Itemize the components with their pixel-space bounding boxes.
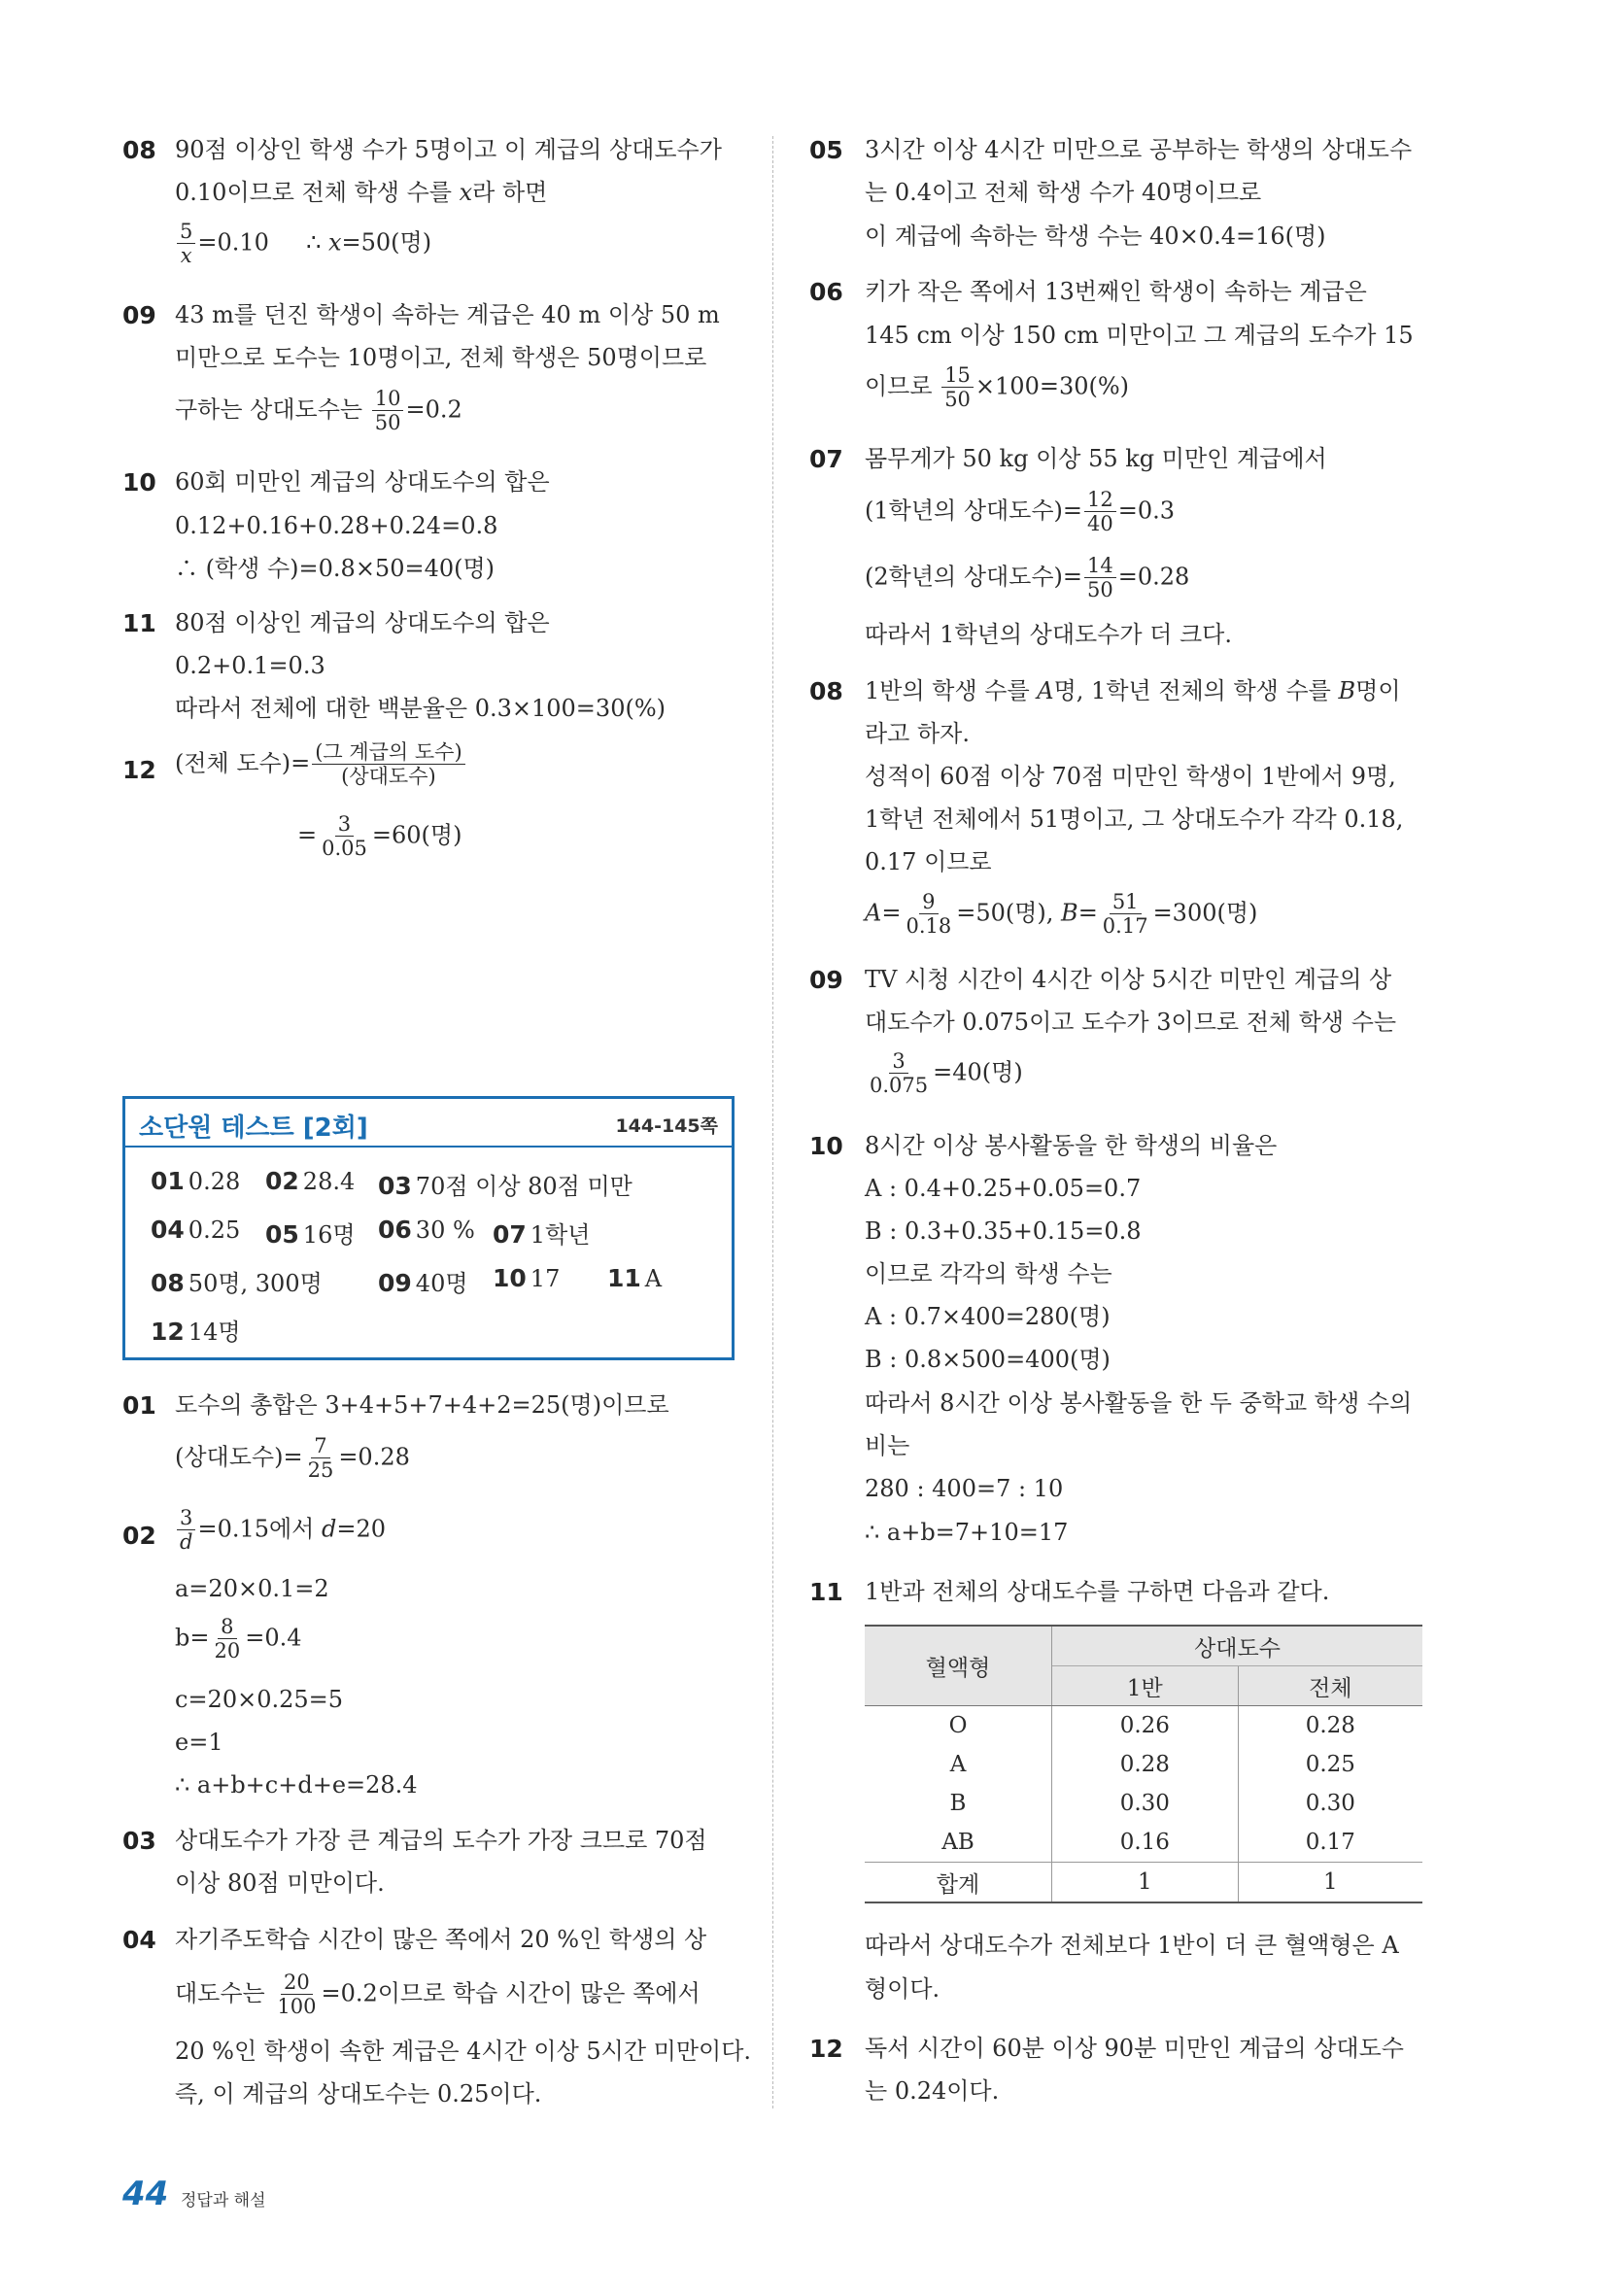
formula-line: (1학년의 상대도수)= $\frac{12}{40}$ =0.3: [865, 488, 1176, 535]
cell-total: 0.30: [1305, 1791, 1355, 1816]
text-line: B : 0.3+0.35+0.15=0.8: [865, 1217, 1142, 1245]
text-line: 비는: [865, 1432, 910, 1459]
text-line: 0.10이므로 전체 학생 수를 x라 하면: [175, 179, 548, 206]
text-line: 형이다.: [865, 1975, 940, 2003]
formula-line: $\frac{3}{0.075}$ =40(명): [865, 1051, 1023, 1096]
text-line: 대도수가 0.075이고 도수가 3이므로 전체 학생 수는: [865, 1009, 1397, 1036]
header-total: 전체: [1238, 1666, 1422, 1706]
formula-line: (전체 도수)= $\frac{\text{(그 계급의 도수)}}{\text{(상대도수)}}$: [175, 742, 467, 787]
formula-line: (상대도수)= $\frac{7}{25}$ =0.28: [175, 1434, 410, 1482]
text-line: 독서 시간이 60분 이상 90분 미만인 계급의 상대도수: [865, 2035, 1404, 2062]
item-number: 11: [809, 1578, 843, 1606]
text-line: ∴ a+b+c+d+e=28.4: [175, 1771, 418, 1799]
answer-item: 04 0.25: [151, 1216, 241, 1244]
text-line: 80점 이상인 계급의 상대도수의 합은: [175, 609, 550, 636]
text-line: 145 cm 이상 150 cm 미만이고 그 계급의 도수가 15: [865, 322, 1414, 349]
table-row-total: [865, 1863, 1422, 1903]
text-line: 미만으로 도수는 10명이고, 전체 학생은 50명이므로: [175, 344, 707, 371]
text-line: 따라서 상대도수가 전체보다 1반이 더 큰 혈액형은 A: [865, 1932, 1399, 1959]
cell-type: B: [865, 1784, 1052, 1823]
fraction: $\frac{10}{50}$: [372, 389, 404, 433]
text-line: e=1: [175, 1729, 223, 1756]
item-number: 09: [122, 301, 156, 329]
answer-item: 07 1학년: [493, 1220, 591, 1249]
fraction: $\frac{8}{20}$: [214, 1615, 241, 1662]
item-number: 01: [122, 1391, 156, 1420]
item-number: 12: [809, 2035, 843, 2063]
formula-line: A= $\frac{9}{0.18}$ =50(명), B= $\frac{51}{0.17}$ =300(명): [865, 890, 1258, 938]
item-number: 11: [122, 609, 156, 637]
cell-total: 1: [1238, 1863, 1422, 1903]
text-line: 0.17 이므로: [865, 848, 992, 875]
text-line: ∴ a+b=7+10=17: [865, 1519, 1069, 1546]
fraction: $\frac{5}{x}$: [177, 222, 195, 266]
text-line: 0.2+0.1=0.3: [175, 652, 325, 679]
text-line: 자기주도학습 시간이 많은 쪽에서 20 %인 학생의 상: [175, 1926, 707, 1953]
item-number: 07: [809, 445, 843, 473]
header-blood-type: 혈액형: [865, 1626, 1052, 1706]
footer-label: 정답과 해설: [181, 2191, 266, 2210]
text-line: 이상 80점 미만이다.: [175, 1869, 385, 1897]
text-line: 43 m를 던진 학생이 속하는 계급은 40 m 이상 50 m: [175, 301, 720, 328]
fraction: $\frac{3}{0.075}$: [870, 1049, 929, 1097]
fraction: $\frac{3}{0.05}$: [322, 812, 367, 860]
fraction: $\frac{3}{d}$: [177, 1508, 195, 1553]
text-line: ∴ (학생 수)=0.8×50=40(명): [175, 555, 496, 582]
table-row: [865, 1706, 1422, 1746]
text-line: 이므로 각각의 학생 수는: [865, 1260, 1112, 1287]
item-number: 04: [122, 1926, 156, 1954]
fraction: $\frac{12}{40}$: [1084, 490, 1116, 534]
answer-item: 06 30 %: [378, 1216, 475, 1244]
text-line: 1반의 학생 수를 A명, 1학년 전체의 학생 수를 B명이: [865, 677, 1401, 704]
text-line: 280 : 400=7 : 10: [865, 1475, 1064, 1502]
text-line: 20 %인 학생이 속한 계급은 4시간 이상 5시간 미만이다.: [175, 2038, 752, 2065]
text-line: 따라서 전체에 대한 백분율은 0.3×100=30(%): [175, 695, 666, 722]
text-line: 는 0.4이고 전체 학생 수가 40명이므로: [865, 179, 1262, 206]
formula-line: 구하는 상대도수는 $\frac{10}{50}$ =0.2: [175, 387, 462, 434]
item-number: 08: [122, 136, 156, 164]
answer-item: 01 0.28: [151, 1167, 241, 1195]
cell-type: AB: [865, 1823, 1052, 1863]
cell-total: 0.25: [1305, 1752, 1355, 1777]
item-number: 03: [122, 1827, 156, 1855]
page-number: 44: [122, 2175, 169, 2213]
text-line: 키가 작은 쪽에서 13번째인 학생이 속하는 계급은: [865, 278, 1367, 305]
text-line: B : 0.8×500=400(명): [865, 1346, 1111, 1373]
formula-line: (2학년의 상대도수)= $\frac{14}{50}$ =0.28: [865, 554, 1190, 601]
fraction: $\frac{51}{0.17}$: [1102, 890, 1148, 938]
box-title: 소단원 테스트 [2회]: [139, 1114, 368, 1143]
text-line: 따라서 8시간 이상 봉사활동을 한 두 중학교 학생 수의: [865, 1389, 1413, 1417]
formula-line: $\frac{5}{x}$ =0.10 ∴ x=50(명): [175, 222, 431, 266]
item-number: 02: [122, 1522, 156, 1550]
text-line: c=20×0.25=5: [175, 1686, 344, 1713]
answer-item: 05 16명: [265, 1220, 356, 1249]
text-line: 90점 이상인 학생 수가 5명이고 이 계급의 상대도수가: [175, 136, 722, 163]
formula-line: b= $\frac{8}{20}$ =0.4: [175, 1615, 302, 1662]
table-row: [865, 1823, 1422, 1863]
text-line: 1학년 전체에서 51명이고, 그 상대도수가 각각 0.18,: [865, 805, 1404, 833]
answer-summary-box: [122, 1096, 735, 1360]
cell-class1: 0.16: [1052, 1823, 1239, 1863]
text-line: 0.12+0.16+0.28+0.24=0.8: [175, 512, 498, 539]
item-number: 12: [122, 756, 156, 784]
item-number: 08: [809, 677, 843, 705]
answer-item: 09 40명: [378, 1269, 468, 1297]
cell-total: 0.17: [1305, 1830, 1355, 1855]
formula-line: 이므로 $\frac{15}{50}$ ×100=30(%): [865, 363, 1130, 411]
column-divider: [772, 136, 773, 2108]
answer-item: 11 A: [607, 1264, 663, 1292]
text-line: 도수의 총합은 3+4+5+7+4+2=25(명)이므로: [175, 1391, 669, 1419]
blood-type-table: [865, 1625, 1422, 1903]
text-line: A : 0.4+0.25+0.05=0.7: [865, 1175, 1142, 1202]
text-line: 성적이 60점 이상 70점 미만인 학생이 1반에서 9명,: [865, 763, 1396, 790]
answer-item: 10 17: [493, 1264, 561, 1292]
header-class1: 1반: [1052, 1666, 1239, 1706]
text-line: 라고 하자.: [865, 720, 970, 747]
text-line: 즉, 이 계급의 상대도수는 0.25이다.: [175, 2080, 542, 2108]
cell-class1: 0.30: [1052, 1784, 1239, 1823]
item-number: 06: [809, 278, 843, 306]
cell-class1: 1: [1052, 1863, 1239, 1903]
answer-item: 08 50명, 300명: [151, 1269, 323, 1297]
item-number: 10: [809, 1132, 843, 1160]
text-line: A : 0.7×400=280(명): [865, 1303, 1111, 1330]
box-pages: 144-145쪽: [615, 1115, 718, 1137]
cell-type: A: [865, 1745, 1052, 1784]
text-line: 3시간 이상 4시간 미만으로 공부하는 학생의 상대도수: [865, 136, 1413, 163]
text-line: 는 0.24이다.: [865, 2077, 1000, 2105]
answer-item: 03 70점 이상 80점 미만: [378, 1172, 633, 1200]
fraction: $\frac{15}{50}$: [941, 365, 974, 410]
formula-line: = $\frac{3}{0.05}$ =60(명): [297, 812, 462, 860]
fraction: $\frac{20}{100}$: [277, 1970, 317, 2018]
header-relative-frequency: 상대도수: [1052, 1626, 1423, 1666]
cell-type: 합계: [865, 1863, 1052, 1903]
text-line: 60회 미만인 계급의 상대도수의 합은: [175, 468, 550, 496]
box-header: [125, 1099, 732, 1148]
item-number: 09: [809, 966, 843, 994]
text-line: 상대도수가 가장 큰 계급의 도수가 가장 크므로 70점: [175, 1827, 707, 1854]
fraction: $\frac{9}{0.18}$: [906, 890, 952, 938]
text-line: 몸무게가 50 kg 이상 55 kg 미만인 계급에서: [865, 445, 1327, 472]
text-line: 1반과 전체의 상대도수를 구하면 다음과 같다.: [865, 1578, 1330, 1605]
cell-class1: 0.28: [1052, 1745, 1239, 1784]
table-row: [865, 1784, 1422, 1823]
text-line: a=20×0.1=2: [175, 1575, 329, 1602]
fraction: $\frac{14}{50}$: [1084, 556, 1116, 600]
item-number: 10: [122, 468, 156, 497]
item-number: 05: [809, 136, 843, 164]
table-row: [865, 1745, 1422, 1784]
answer-item: 02 28.4: [265, 1167, 356, 1195]
text-line: TV 시청 시간이 4시간 이상 5시간 미만인 계급의 상: [865, 966, 1392, 993]
cell-total: 0.28: [1305, 1713, 1355, 1738]
cell-type: O: [865, 1706, 1052, 1746]
text-line: 따라서 1학년의 상대도수가 더 크다.: [865, 621, 1232, 648]
text-line: 이 계급에 속하는 학생 수는 40×0.4=16(명): [865, 223, 1326, 250]
text-line: 8시간 이상 봉사활동을 한 학생의 비율은: [865, 1132, 1278, 1159]
fraction: $\frac{7}{25}$: [307, 1434, 334, 1482]
fraction: $\frac{\text{(그 계급의 도수)}}{\text{(상대도수)}}$: [312, 742, 464, 787]
formula-line: 대도수는 $\frac{20}{100}$ =0.2이므로 학습 시간이 많은 쪽에서: [175, 1970, 701, 2018]
formula-line: $\frac{3}{d}$ =0.15에서 d=20: [175, 1508, 386, 1553]
answer-item: 12 14명: [151, 1318, 241, 1346]
cell-class1: 0.26: [1052, 1706, 1239, 1746]
